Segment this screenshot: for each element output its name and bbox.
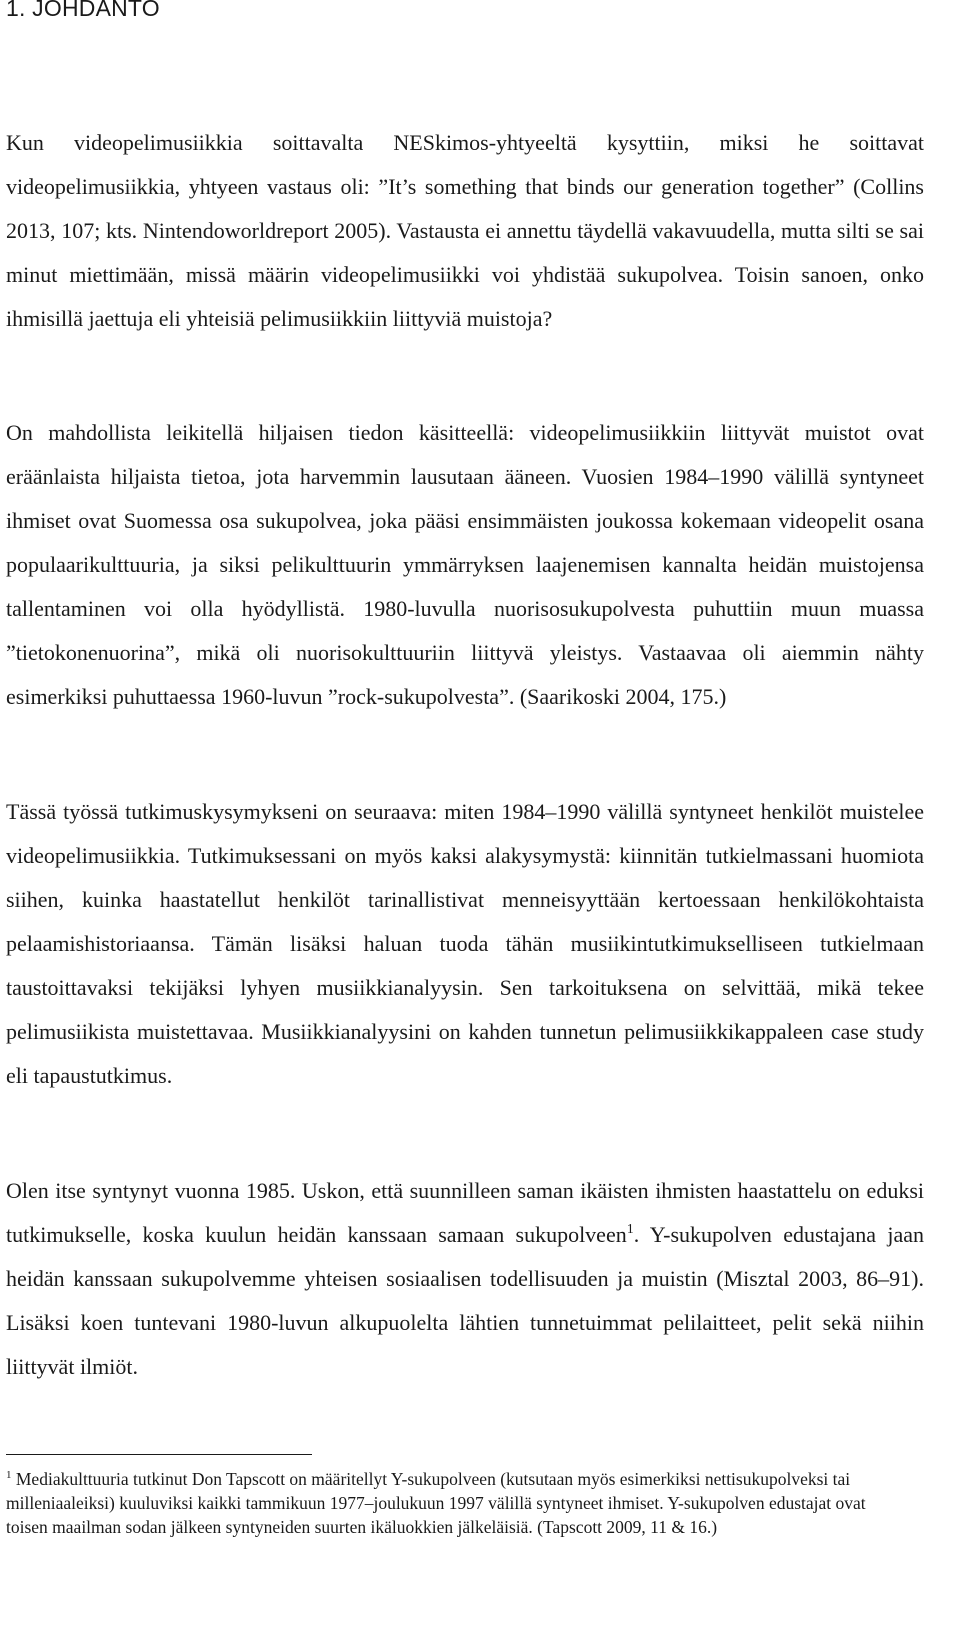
paragraph-text-before-reference: Olen itse syntynyt vuonna 1985. Uskon, että suunnilleen saman ikäisten ihmisten haastattelu on eduksi tutkimukselle, koska kuulun heidän kanssaan samaan sukupolveen: [6, 1178, 924, 1247]
paragraph-author-background: [6, 1169, 924, 1389]
paragraph-intro: Kun videopelimusiikkia soittavalta NESkimos-yhtyeeltä kysyttiin, miksi he soittavat videopelimusiikkia, yhtyeen vastaus oli: ”It’s something that binds our generation together” (Collins 2013, 107; kts. Nintendoworldreport 2005). Vastausta ei annettu täydellä vakavuudella, mutta silti se sai minut miettimään, missä määrin videopelimusiikki voi yhdistää sukupolvea. Toisin sanoen, onko ihmisillä jaettuja eli yhteisiä pelimusiikkiin liittyviä muistoja?: [6, 130, 924, 331]
footnote-text: Mediakulttuuria tutkinut Don Tapscott on määritellyt Y-sukupolveen (kutsutaan myös esimerkiksi nettisukupolveksi tai milleniaaleiksi) kuuluviksi kaikki tammikuun 1977–joulukuun 1997 välillä syntyneet ihmiset. Y-sukupolven edustajat ovat toisen maailman sodan jälkeen syntyneiden suurten ikäluokkien jälkeläisiä. (Tapscott 2009, 11 & 16.): [6, 1469, 866, 1537]
paragraph-tacit-knowledge: On mahdollista leikitellä hiljaisen tiedon käsitteellä: videopelimusiikkiin liittyvät muistot ovat eräänlaista hiljaista tietoa, jota harvemmin lausutaan ääneen. Vuosien 1984–1990 välillä syntyneet ihmiset ovat Suomessa osa sukupolvea, joka pääsi ensimmäisten joukossa kokemaan videopelit osana populaarikulttuuria, ja siksi pelikulttuurin ymmärryksen laajenemisen kannalta heidän muistojensa tallentaminen voi olla hyödyllistä. 1980-luvulla nuorisosukupolvesta puhuttiin muun muassa ”tietokonenuorina”, mikä oli nuorisokulttuuriin liittyvä yleistys. Vastaavaa oli aiemmin nähty esimerkiksi puhuttaessa 1960-luvun ”rock-sukupolvesta”. (Saarikoski 2004, 175.): [6, 420, 924, 709]
paragraph-research-questions: Tässä työssä tutkimuskysymykseni on seuraava: miten 1984–1990 välillä syntyneet henkilöt muistelee videopelimusiikkia. Tutkimuksessani on myös kaksi alakysymystä: kiinnitän tutkielmassani huomiota siihen, kuinka haastatellut henkilöt tarinallistivat menneisyyttään kertoessaan henkilökohtaista pelaamishistoriaansa. Tämän lisäksi haluan tuoda tähän musiikintutkimukselliseen tutkielmaan taustoittavaksi tekijäksi lyhyen musiikkianalyysin. Sen tarkoituksena on selvittää, mikä tekee pelimusiikista muistettavaa. Musiikkianalyysini on kahden tunnetun pelimusiikkikappaleen case study eli tapaustutkimus.: [6, 799, 924, 1088]
footnote-reference[interactable]: 1: [626, 1222, 634, 1237]
footnote: [6, 1467, 876, 1539]
chapter-heading: 1. JOHDANTO: [6, 0, 160, 21]
footnote-number: 1: [6, 1469, 12, 1481]
footnote-separator: [6, 1454, 312, 1455]
paragraph-text-after-reference: . Y-sukupolven edustajana jaan heidän kanssaan sukupolvemme yhteisen sosiaalisen todellisuuden ja muistin (Misztal 2003, 86–91). Lisäksi koen tuntevani 1980-luvun alkupuolelta lähtien tunnetuimmat pelilaitteet, pelit sekä niihin liittyvät ilmiöt.: [6, 1222, 924, 1379]
